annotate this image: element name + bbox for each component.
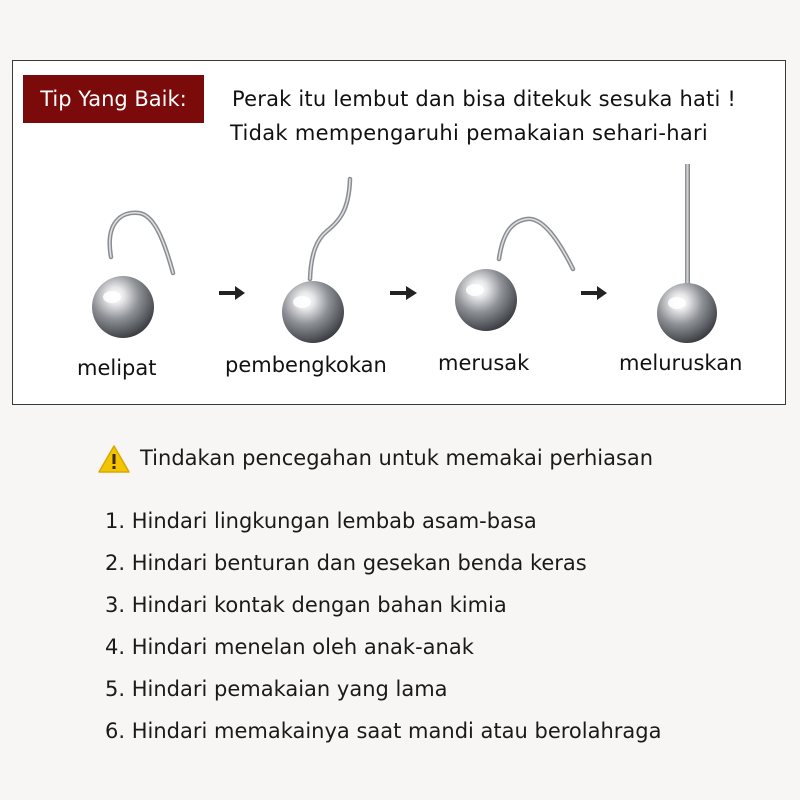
tip-badge: Tip Yang Baik: (23, 75, 204, 123)
list-item: 2. Hindari benturan dan gesekan benda keras (105, 551, 587, 575)
stage-label-bent: pembengkokan (225, 353, 387, 377)
right-arrow-icon (219, 286, 245, 300)
stage-label-straightened: meluruskan (619, 351, 743, 375)
stage-label-folded: melipat (77, 356, 157, 380)
tip-panel (12, 60, 786, 405)
list-item: 3. Hindari kontak dengan bahan kimia (105, 593, 507, 617)
right-arrow-icon (390, 286, 417, 300)
warning-icon (97, 444, 131, 474)
straight-earring-icon (657, 164, 717, 343)
right-arrow-icon (581, 286, 607, 300)
list-item: 5. Hindari pemakaian yang lama (105, 677, 448, 701)
tip-text-line-1: Perak itu lembut dan bisa ditekuk sesuka hati ! (232, 87, 736, 111)
warning-title: Tindakan pencegahan untuk memakai perhiasan (140, 446, 654, 470)
tip-text-line-2: Tidak mempengaruhi pemakaian sehari-hari (230, 121, 709, 145)
list-item: 4. Hindari menelan oleh anak-anak (105, 635, 474, 659)
damaged-earring-icon (455, 219, 573, 331)
care-instructions-list (105, 500, 661, 752)
folded-earring-icon (92, 213, 173, 338)
stage-label-damaged: merusak (438, 351, 530, 375)
list-item: 6. Hindari memakainya saat mandi atau berolahraga (105, 719, 662, 743)
bent-earring-icon (282, 179, 350, 343)
list-item: 1. Hindari lingkungan lembab asam-basa (105, 509, 537, 533)
